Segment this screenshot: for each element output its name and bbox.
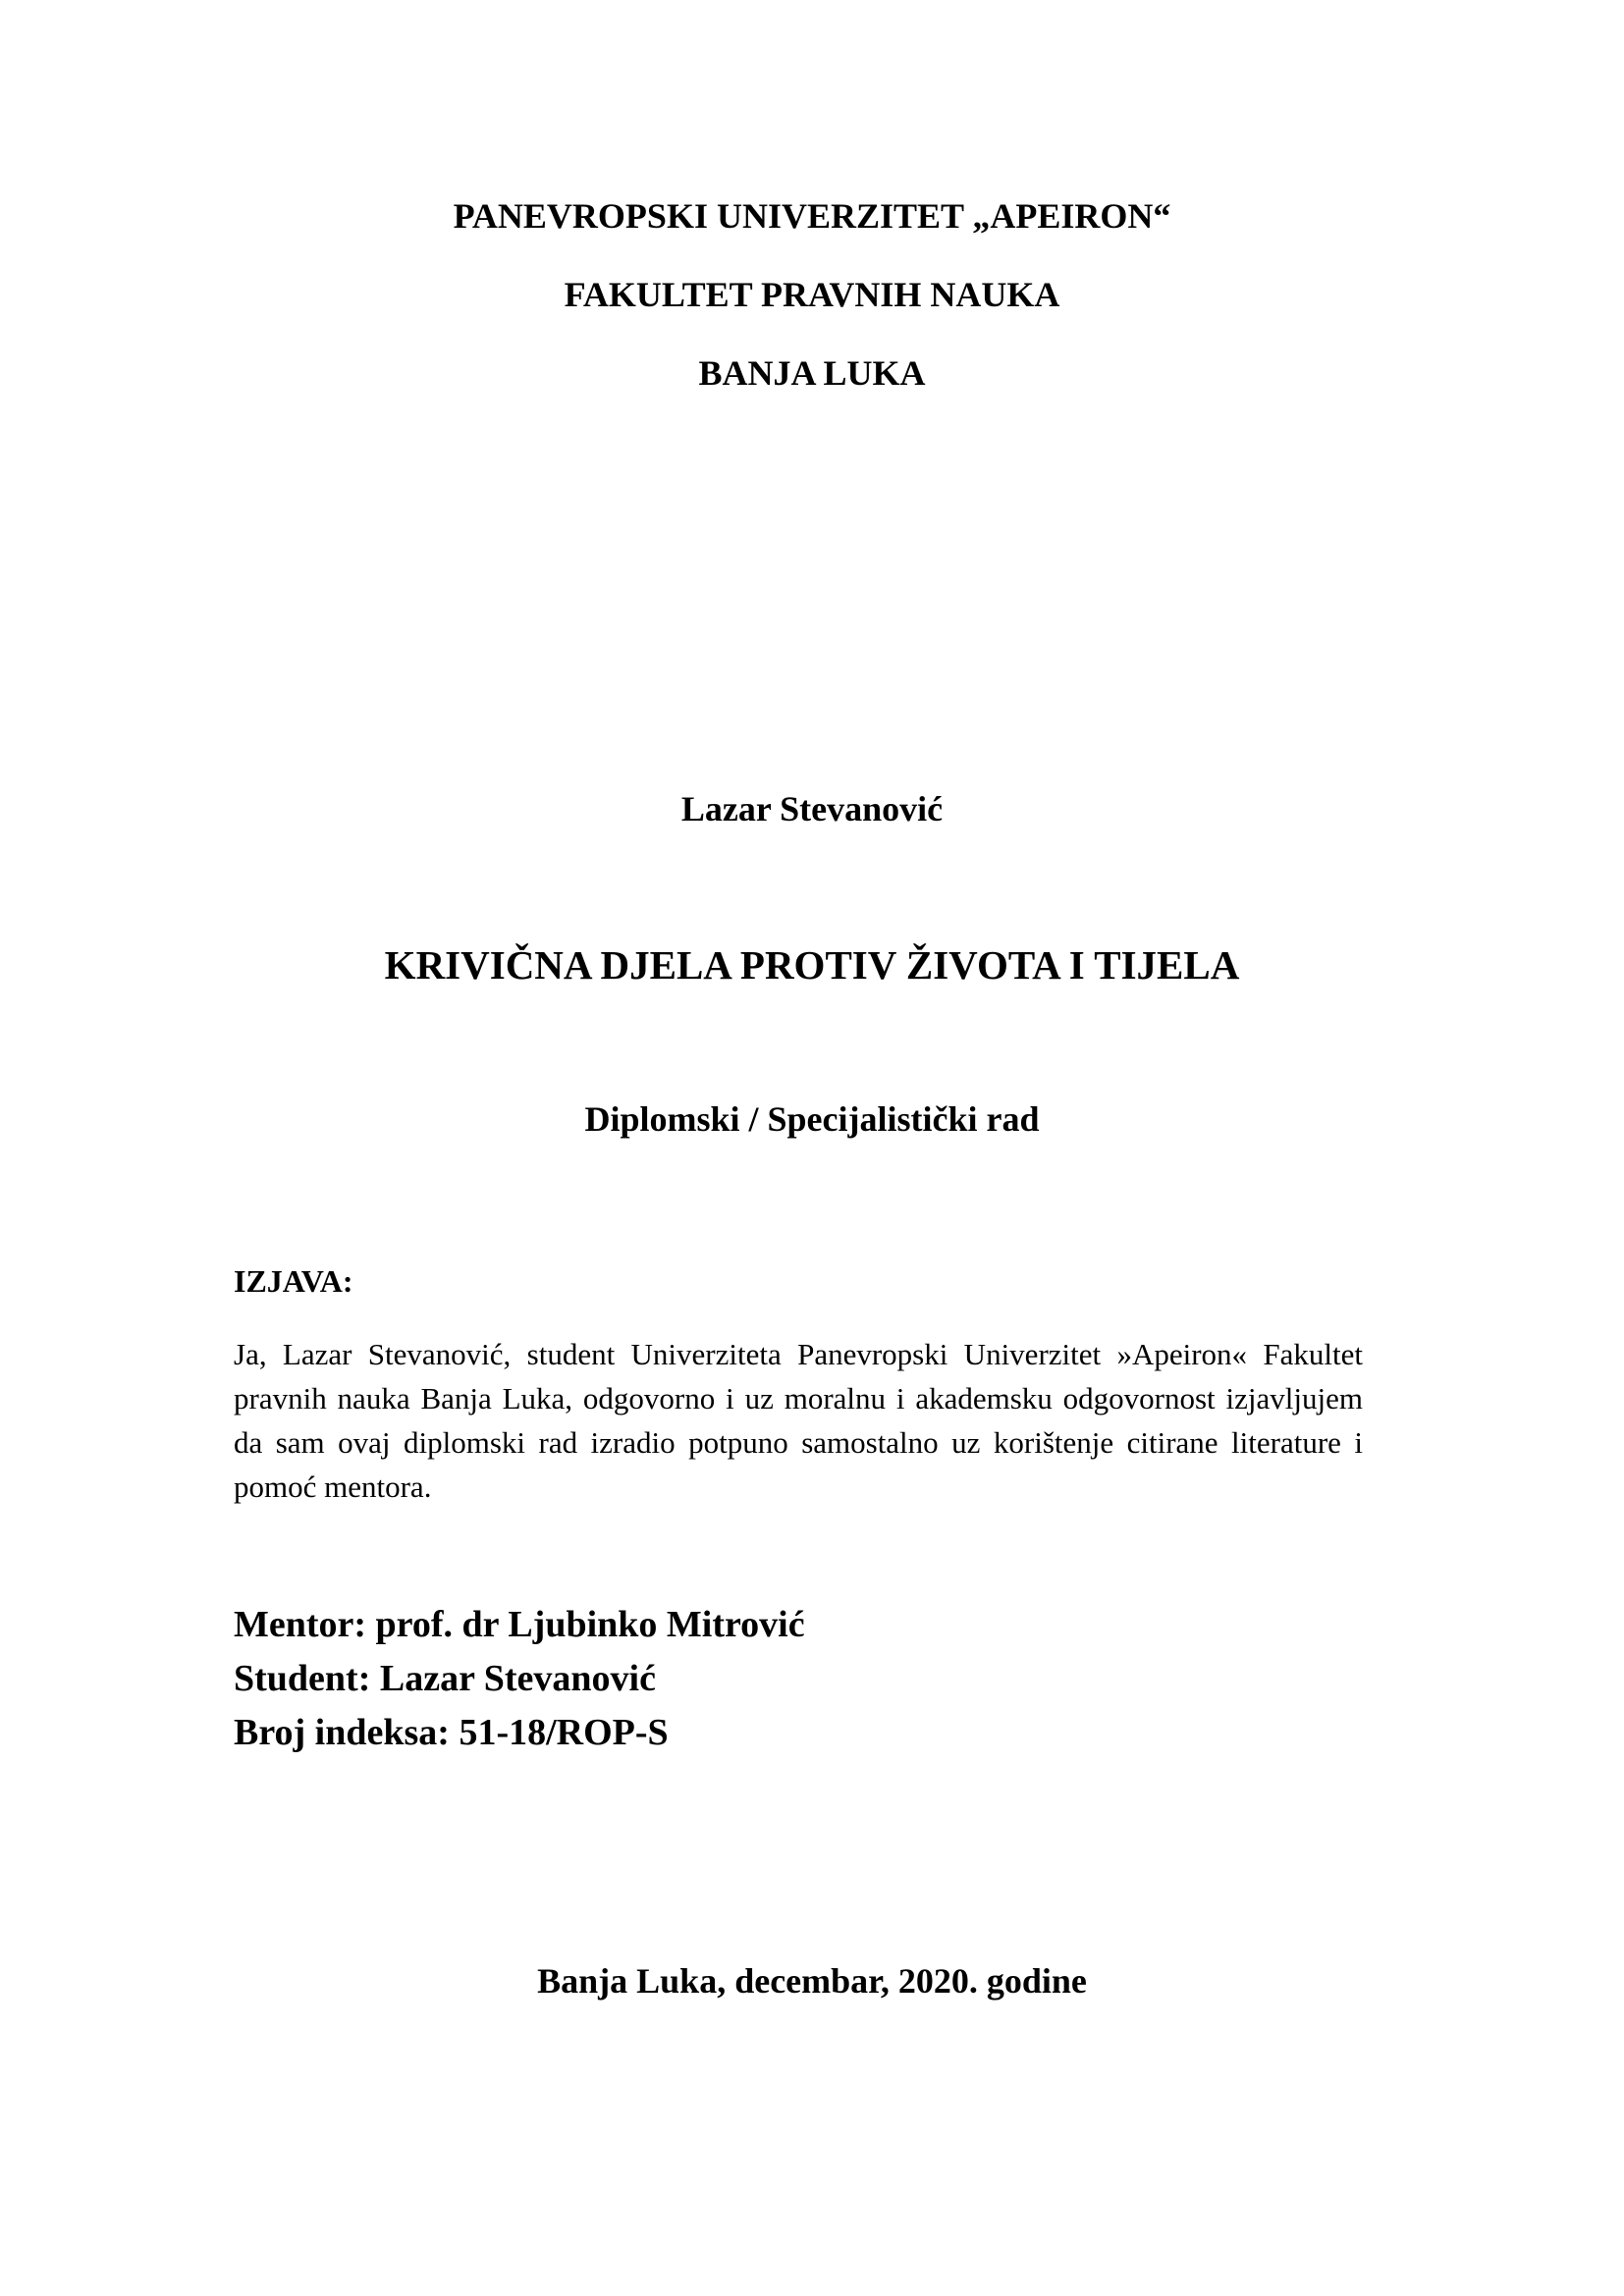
faculty-name: FAKULTET PRAVNIH NAUKA bbox=[564, 275, 1060, 314]
statement-heading: IZJAVA: bbox=[234, 1263, 353, 1299]
mentor-line: Mentor: prof. dr Ljubinko Mitrović bbox=[234, 1604, 805, 1645]
university-name: PANEVROPSKI UNIVERZITET „APEIRON“ bbox=[453, 196, 1171, 236]
student-line: Student: Lazar Stevanović bbox=[234, 1658, 656, 1699]
index-number-line: Broj indeksa: 51-18/ROP-S bbox=[234, 1712, 669, 1753]
city-name: BANJA LUKA bbox=[698, 353, 926, 393]
place-and-date: Banja Luka, decembar, 2020. godine bbox=[537, 1961, 1087, 2001]
thesis-type: Diplomski / Specijalistički rad bbox=[584, 1099, 1040, 1139]
thesis-title: KRIVIČNA DJELA PROTIV ŽIVOTA I TIJELA bbox=[384, 942, 1240, 988]
author-name: Lazar Stevanović bbox=[680, 789, 944, 828]
statement-text: Ja, Lazar Stevanović, student Univerziteta Panevropski Univerzitet »Apeiron« Fakultet pravnih nauka Banja Luka, odgovorno i uz moralnu i akademsku odgovornost izjavljujem da sam ovaj diplomski rad izradio potpuno samostalno uz korištenje citirane literature i pomoć mentora. bbox=[234, 1337, 1363, 1504]
